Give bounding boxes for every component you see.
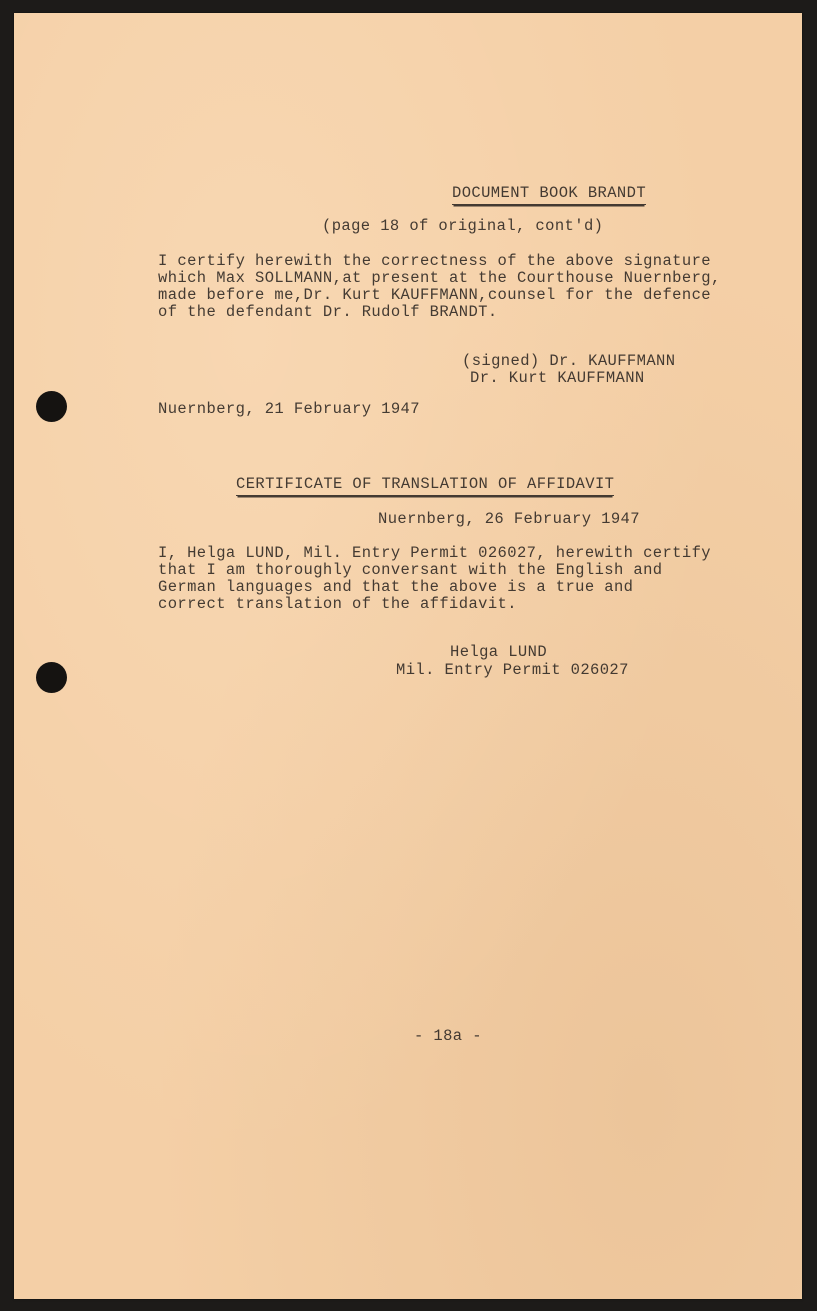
translation-line: that I am thoroughly conversant with the English and bbox=[158, 561, 663, 579]
certification-line: made before me,Dr. Kurt KAUFFMANN,counsel for the defence bbox=[158, 286, 711, 304]
place-date-2: Nuernberg, 26 February 1947 bbox=[378, 510, 640, 528]
punch-hole-bottom bbox=[36, 662, 67, 693]
certification-line: of the defendant Dr. Rudolf BRANDT. bbox=[158, 303, 498, 321]
translation-line: I, Helga LUND, Mil. Entry Permit 026027, herewith certify bbox=[158, 544, 711, 562]
certification-line: I certify herewith the correctness of the above signature bbox=[158, 252, 711, 270]
translation-line: correct translation of the affidavit. bbox=[158, 595, 517, 613]
punch-hole-top bbox=[36, 391, 67, 422]
signature-name: Dr. Kurt KAUFFMANN bbox=[470, 369, 645, 387]
translation-title: CERTIFICATE OF TRANSLATION OF AFFIDAVIT bbox=[236, 476, 614, 496]
certification-line: which Max SOLLMANN,at present at the Courthouse Nuernberg, bbox=[158, 269, 721, 287]
page-reference: (page 18 of original, cont'd) bbox=[322, 217, 604, 235]
page-number: - 18a - bbox=[414, 1027, 482, 1045]
translation-line: German languages and that the above is a true and bbox=[158, 578, 634, 596]
header-title: DOCUMENT BOOK BRANDT bbox=[452, 185, 646, 205]
signature-signed: (signed) Dr. KAUFFMANN bbox=[462, 352, 676, 370]
translator-permit: Mil. Entry Permit 026027 bbox=[396, 661, 629, 679]
translator-name: Helga LUND bbox=[450, 643, 548, 661]
document-page bbox=[14, 13, 802, 1299]
place-date-1: Nuernberg, 21 February 1947 bbox=[158, 400, 420, 418]
